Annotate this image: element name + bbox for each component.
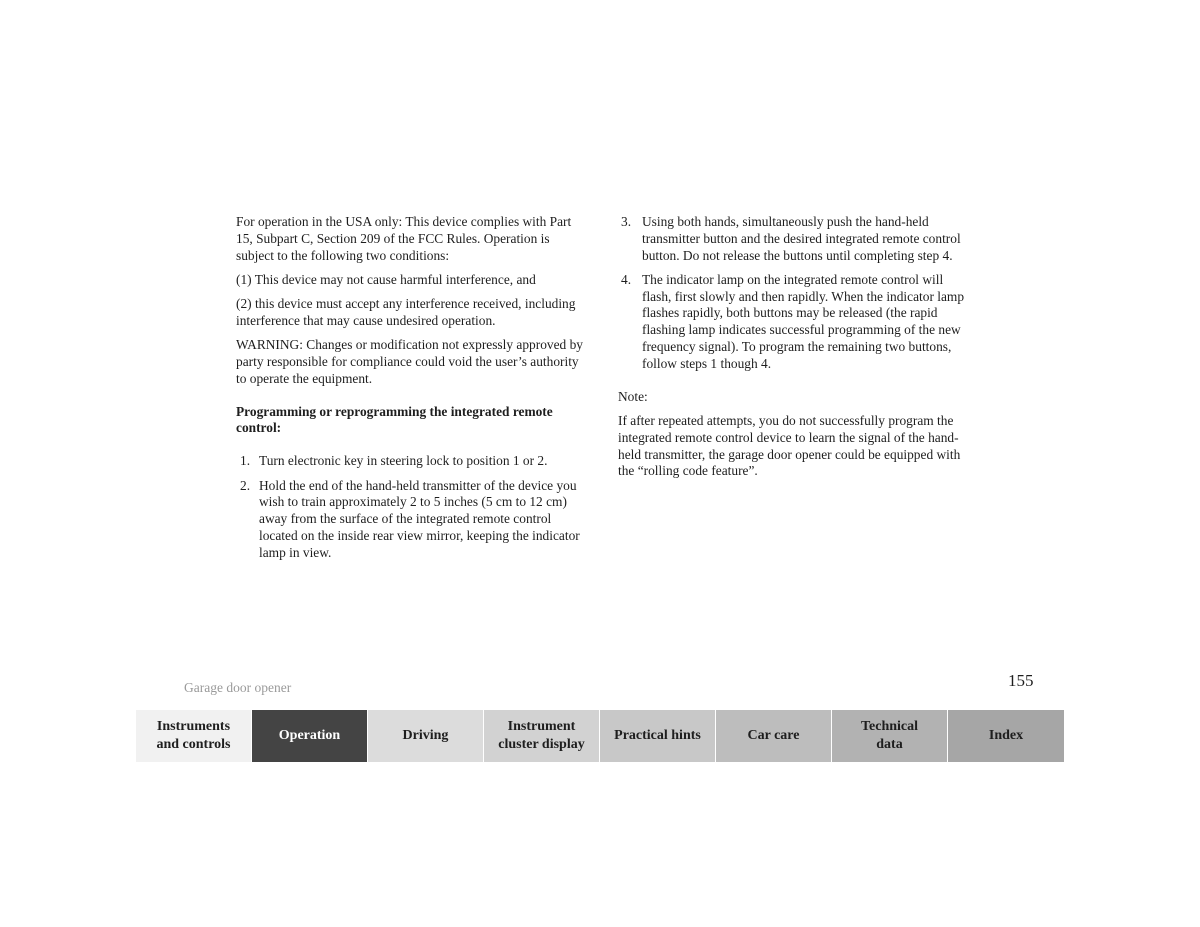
step-text: Using both hands, simultaneously push the hand-held transmitter button and the desired integrated remote control button. Do not release the buttons until completing step 4. [642, 214, 961, 263]
fcc-compliance-paragraph: For operation in the USA only: This device complies with Part 15, Subpart C, Section 209 of the FCC Rules. Operation is subject to the following two conditions: [236, 214, 572, 263]
tab-operation[interactable] [252, 710, 368, 762]
tab-index[interactable] [948, 710, 1064, 762]
chapter-nav-bar [136, 710, 1064, 762]
step-3 [618, 214, 968, 264]
tab-practical-hints[interactable] [600, 710, 716, 762]
warning-paragraph: WARNING: Changes or modification not expressly approved by party responsible for compliance could void the user’s authority to operate the equipment. [236, 337, 583, 386]
step-1 [236, 453, 588, 470]
step-text: Hold the end of the hand-held transmitter of the device you wish to train approximately 2 to 5 inches (5 cm to 12 cm) away from the surface of the integrated remote control located on the inside rear view mirror, keeping the indicator lamp in view. [259, 477, 580, 560]
condition-2-paragraph: (2) this device must accept any interference received, including interference that may cause undesired operation. [236, 296, 576, 328]
step-text: Turn electronic key in steering lock to position 1 or 2. [259, 453, 548, 469]
tab-label: Instruments and controls [156, 719, 231, 752]
tab-label: Operation [278, 728, 341, 743]
note-label: Note: [618, 388, 648, 404]
step-number: 1. [240, 453, 251, 469]
programming-heading: Programming or reprogramming the integrated remote control: [236, 403, 553, 436]
right-column [618, 214, 968, 488]
tab-label: Driving [402, 728, 449, 743]
tab-label: Index [988, 728, 1024, 743]
left-column [236, 214, 588, 569]
page-number: 155 [1008, 671, 1034, 690]
tab-label: Practical hints [614, 728, 701, 743]
tab-instruments-and-controls[interactable] [136, 710, 252, 762]
step-number: 2. [240, 477, 251, 493]
tab-label: Instrument cluster display [498, 719, 585, 752]
tab-technical-data[interactable] [832, 710, 948, 762]
tab-driving[interactable] [368, 710, 484, 762]
tab-instrument-cluster-display[interactable] [484, 710, 600, 762]
tab-car-care[interactable] [716, 710, 832, 762]
step-2 [236, 478, 588, 562]
note-text: If after repeated attempts, you do not successfully program the integrated remote control device to learn the signal of the hand-held transmitter, the garage door opener could be equipped with the “rolling code feature”. [618, 412, 961, 479]
tab-label: Car care [747, 728, 800, 743]
condition-1-paragraph: (1) This device may not cause harmful interference, and [236, 271, 536, 287]
step-4 [618, 272, 968, 373]
step-text: The indicator lamp on the integrated remote control will flash, first slowly and then rapidly. When the indicator lamp flashes rapidly, both buttons may be released (the rapid flashing lamp indicates successful programming of the new frequency signal). To program the remaining two buttons, follow steps 1 though 4. [642, 271, 965, 371]
section-title: Garage door opener [184, 680, 292, 695]
step-number: 3. [621, 214, 632, 229]
tab-label: Technical data [860, 719, 919, 752]
step-number: 4. [621, 271, 632, 287]
